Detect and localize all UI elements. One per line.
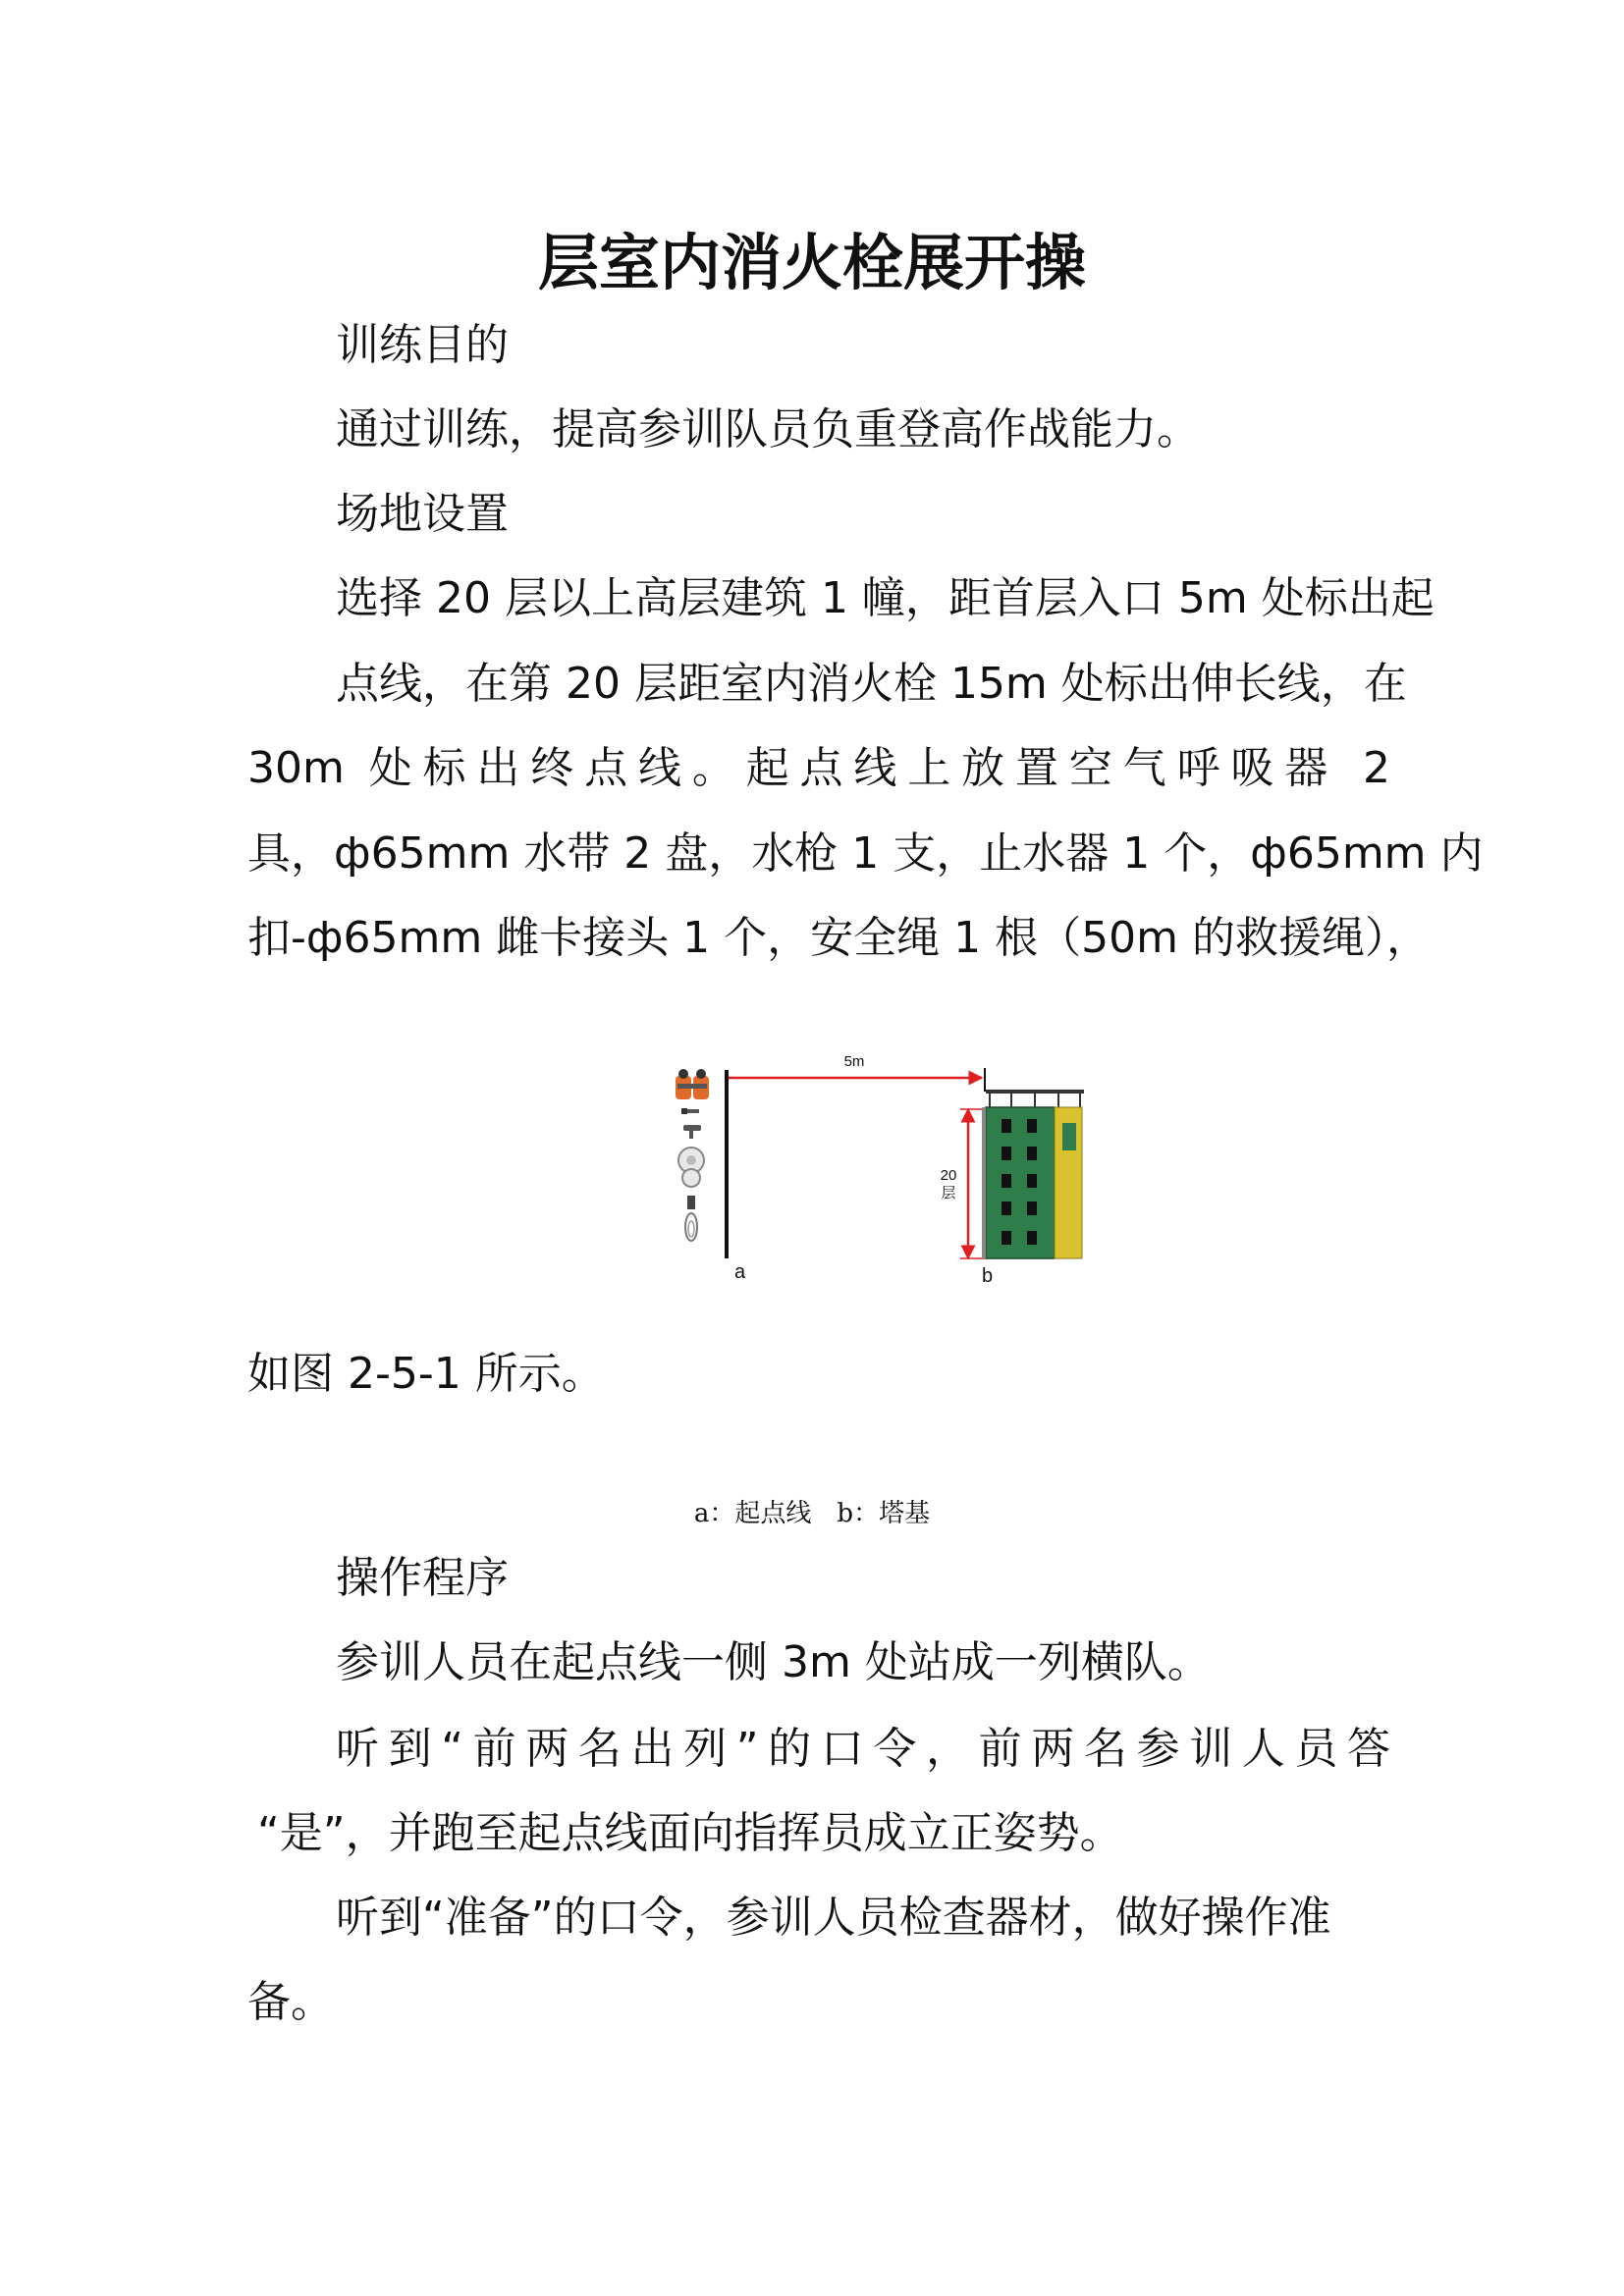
site-heading: 场地设置 bbox=[336, 489, 509, 539]
point-b-label: b bbox=[982, 1265, 994, 1287]
procedure-line-1: 参训人员在起点线一侧 3m 处站成一列横队。 bbox=[336, 1637, 1211, 1687]
nozzle-icon bbox=[681, 1108, 699, 1114]
page-title: 层室内消火栓展开操 bbox=[537, 227, 1086, 298]
procedure-line-2: 听到“前两名出列”的口令，前两名参训人员答 bbox=[336, 1724, 1390, 1774]
site-line-5: 扣-ф65mm 雌卡接头 1 个，安全绳 1 根（50m 的救援绳）， bbox=[247, 913, 1430, 963]
breathing-apparatus-icon bbox=[676, 1069, 709, 1099]
purpose-text: 通过训练，提高参训队员负重登高作战能力。 bbox=[336, 404, 1200, 454]
valve-icon bbox=[687, 1196, 695, 1209]
training-tower-icon bbox=[982, 1090, 1084, 1258]
rope-icon bbox=[685, 1213, 697, 1241]
coupling-icon bbox=[683, 1125, 701, 1139]
site-line-1: 选择 20 层以上高层建筑 1 幢，距首层入口 5m 处标出起 bbox=[336, 573, 1435, 623]
procedure-line-5: 备。 bbox=[247, 1977, 334, 2027]
purpose-heading: 训练目的 bbox=[336, 320, 509, 370]
site-line-3: 30m 处标出终点线。起点线上放置空气呼吸器 2 bbox=[247, 743, 1390, 793]
procedure-line-4: 听到“准备”的口令，参训人员检查器材，做好操作准 bbox=[336, 1893, 1331, 1943]
point-a-label: a bbox=[734, 1261, 746, 1283]
site-layout-figure bbox=[648, 1041, 1090, 1296]
site-layout-diagram bbox=[648, 1041, 1090, 1296]
site-line-4: 具，ф65mm 水带 2 盘，水枪 1 支，止水器 1 个，ф65mm 内 bbox=[247, 828, 1484, 879]
height-label-number: 20 bbox=[940, 1167, 957, 1184]
figure-reference: 如图 2-5-1 所示。 bbox=[247, 1349, 605, 1399]
procedure-line-3: “是”，并跑至起点线面向指挥员成立正姿势。 bbox=[257, 1808, 1123, 1858]
distance-label: 5m bbox=[843, 1053, 865, 1070]
figure-caption: a：起点线 b：塔基 bbox=[693, 1499, 931, 1528]
equipment-icons bbox=[676, 1069, 709, 1241]
hose-reel-icon bbox=[678, 1148, 704, 1187]
site-line-2: 点线，在第 20 层距室内消火栓 15m 处标出伸长线，在 bbox=[336, 659, 1407, 709]
height-label-unit: 层 bbox=[941, 1185, 956, 1201]
procedure-heading: 操作程序 bbox=[336, 1553, 509, 1603]
